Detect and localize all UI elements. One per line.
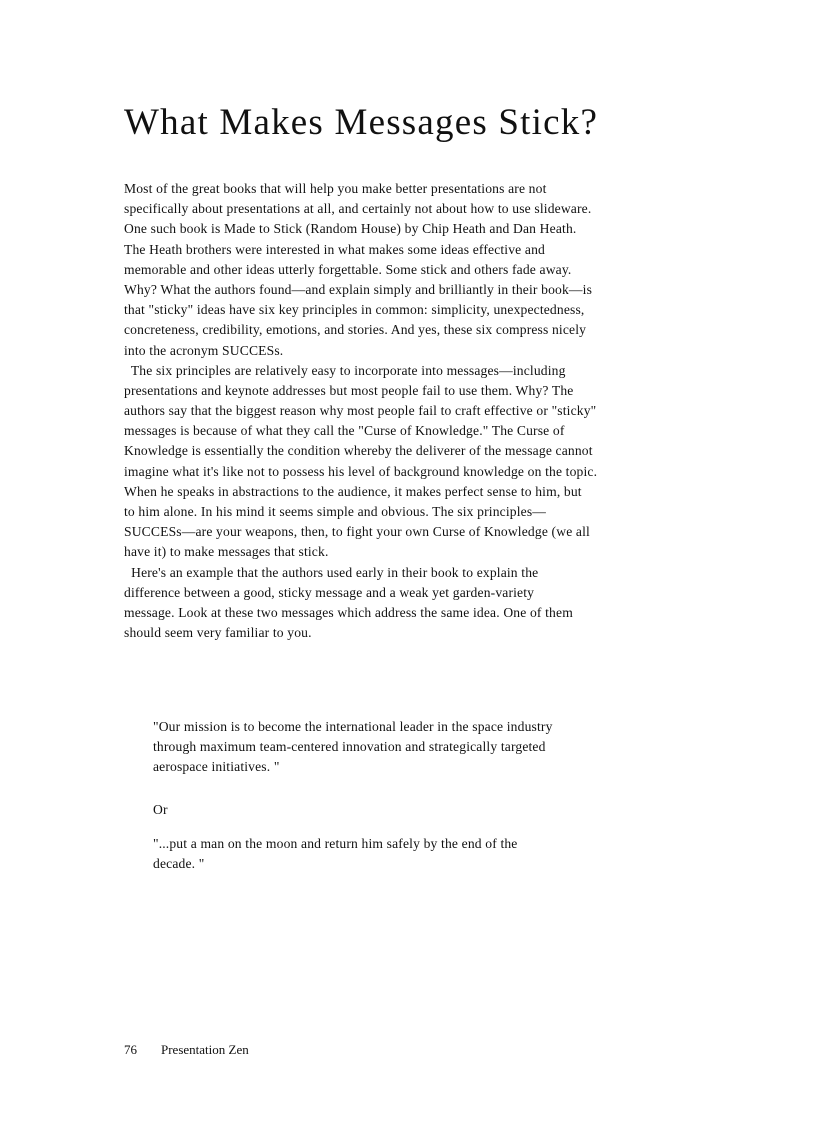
quote-line: decade. " — [153, 856, 205, 872]
body-line: Why? What the authors found—and explain simply and brilliantly in their book—is — [124, 281, 593, 297]
body-line: Knowledge is essentially the condition whereby the deliverer of the message cannot — [124, 443, 593, 459]
body-line: authors say that the biggest reason why most people fail to craft effective or "sticky" — [124, 403, 597, 419]
quote-line: "Our mission is to become the international leader in the space industry — [153, 719, 553, 734]
page-number: 76 — [124, 1042, 137, 1057]
body-line: messages is because of what they call the "Curse of Knowledge." The Curse of — [124, 423, 565, 439]
body-line: Most of the great books that will help you make better presentations are not — [124, 181, 547, 196]
body-line: One such book is Made to Stick (Random House) by Chip Heath and Dan Heath. — [124, 221, 577, 237]
block-quote-mission-statement — [153, 717, 693, 778]
or-separator — [153, 800, 693, 820]
body-line: that "sticky" ideas have six key principles in common: simplicity, unexpectedness, — [124, 302, 585, 318]
body-line: The Heath brothers were interested in what makes some ideas effective and — [124, 241, 545, 257]
body-text — [124, 179, 704, 643]
quote-line: through maximum team-centered innovation and strategically targeted — [153, 739, 546, 755]
body-line: should seem very familiar to you. — [124, 625, 312, 641]
body-line: concreteness, credibility, emotions, and stories. And yes, these six compress nicely — [124, 322, 587, 338]
body-line: Here's an example that the authors used early in their book to explain the — [124, 564, 539, 580]
page-footer — [124, 1041, 249, 1059]
or-text: Or — [153, 802, 168, 817]
body-line: SUCCESs—are your weapons, then, to fight your own Curse of Knowledge (we all — [124, 524, 590, 540]
body-line: imagine what it's like not to possess his level of background knowledge on the topic. — [124, 463, 598, 479]
quote-line: aerospace initiatives. " — [153, 759, 280, 775]
body-line: When he speaks in abstractions to the audience, it makes perfect sense to him, but — [124, 483, 582, 499]
body-line: into the acronym SUCCESs. — [124, 342, 284, 358]
body-line: specifically about presentations at all, and certainly not about how to use slideware. — [124, 201, 592, 217]
body-line: to him alone. In his mind it seems simple and obvious. The six principles— — [124, 504, 547, 519]
body-line: message. Look at these two messages which address the same idea. One of them — [124, 604, 573, 620]
body-line: memorable and other ideas utterly forgettable. Some stick and others fade away. — [124, 261, 572, 277]
page-title: What Makes Messages Stick? — [124, 102, 599, 143]
body-line: difference between a good, sticky message and a weak yet garden-variety — [124, 584, 535, 600]
quote-line: "...put a man on the moon and return him safely by the end of the — [153, 836, 518, 851]
body-line: presentations and keynote addresses but most people fail to use them. Why? The — [124, 382, 574, 398]
book-title: Presentation Zen — [161, 1042, 249, 1057]
body-line: have it) to make messages that stick. — [124, 544, 329, 560]
block-quote-moon-message — [153, 834, 693, 874]
body-line: The six principles are relatively easy to incorporate into messages—including — [124, 362, 566, 378]
